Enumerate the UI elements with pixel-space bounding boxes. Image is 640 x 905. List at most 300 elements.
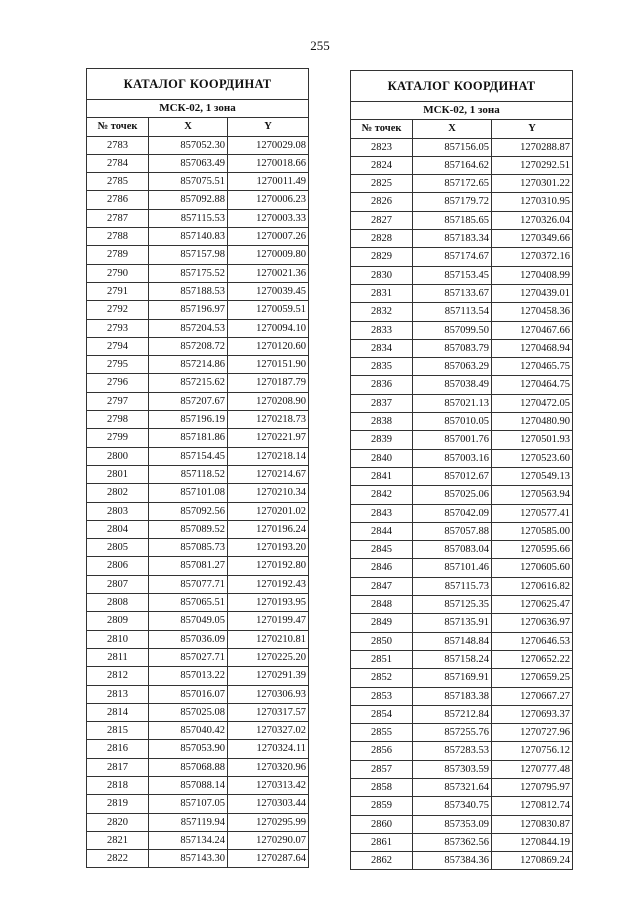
- x-coordinate-cell: 857092.56: [149, 502, 228, 520]
- point-number-cell: 2837: [351, 394, 413, 412]
- point-number-cell: 2857: [351, 760, 413, 778]
- point-number-cell: 2836: [351, 376, 413, 394]
- y-coordinate-cell: 1270199.47: [228, 612, 309, 630]
- x-coordinate-cell: 857283.53: [413, 742, 492, 760]
- point-number-cell: 2784: [87, 154, 149, 172]
- x-coordinate-cell: 857125.35: [413, 596, 492, 614]
- x-coordinate-cell: 857158.24: [413, 650, 492, 668]
- y-coordinate-cell: 1270659.25: [492, 669, 573, 687]
- table-row: [351, 614, 573, 632]
- x-coordinate-cell: 857156.05: [413, 138, 492, 156]
- y-coordinate-cell: 1270439.01: [492, 284, 573, 302]
- table-row: [87, 685, 309, 703]
- x-coordinate-cell: 857107.05: [149, 795, 228, 813]
- point-number-cell: 2803: [87, 502, 149, 520]
- table-row: [351, 467, 573, 485]
- y-coordinate-cell: 1270295.99: [228, 813, 309, 831]
- x-coordinate-cell: 857188.53: [149, 282, 228, 300]
- y-coordinate-cell: 1270301.22: [492, 175, 573, 193]
- table-row: [351, 193, 573, 211]
- point-number-cell: 2799: [87, 429, 149, 447]
- x-coordinate-cell: 857362.56: [413, 833, 492, 851]
- x-coordinate-cell: 857092.88: [149, 191, 228, 209]
- point-number-cell: 2839: [351, 431, 413, 449]
- y-coordinate-cell: 1270830.87: [492, 815, 573, 833]
- point-number-cell: 2842: [351, 486, 413, 504]
- y-coordinate-cell: 1270844.19: [492, 833, 573, 851]
- x-coordinate-cell: 857384.36: [413, 852, 492, 870]
- x-coordinate-cell: 857049.05: [149, 612, 228, 630]
- point-number-cell: 2788: [87, 228, 149, 246]
- x-coordinate-cell: 857181.86: [149, 429, 228, 447]
- point-number-cell: 2835: [351, 358, 413, 376]
- point-number-cell: 2817: [87, 758, 149, 776]
- table-row: [87, 539, 309, 557]
- y-coordinate-cell: 1270595.66: [492, 541, 573, 559]
- x-coordinate-cell: 857212.84: [413, 705, 492, 723]
- point-number-cell: 2804: [87, 520, 149, 538]
- table-row: [351, 632, 573, 650]
- x-coordinate-cell: 857027.71: [149, 648, 228, 666]
- y-coordinate-cell: 1270467.66: [492, 321, 573, 339]
- y-coordinate-cell: 1270192.80: [228, 557, 309, 575]
- point-number-cell: 2801: [87, 465, 149, 483]
- point-number-cell: 2809: [87, 612, 149, 630]
- x-coordinate-cell: 857001.76: [413, 431, 492, 449]
- y-coordinate-cell: 1270011.49: [228, 173, 309, 191]
- point-number-cell: 2796: [87, 374, 149, 392]
- table-row: [351, 303, 573, 321]
- point-number-cell: 2828: [351, 230, 413, 248]
- table-row: [351, 541, 573, 559]
- table-row: [87, 722, 309, 740]
- point-number-cell: 2824: [351, 156, 413, 174]
- table-row: [351, 815, 573, 833]
- point-number-cell: 2816: [87, 740, 149, 758]
- point-number-cell: 2853: [351, 687, 413, 705]
- y-coordinate-cell: 1270777.48: [492, 760, 573, 778]
- column-header-point-number: № точек: [351, 120, 413, 138]
- table-row: [87, 667, 309, 685]
- table-row: [87, 648, 309, 666]
- x-coordinate-cell: 857196.97: [149, 301, 228, 319]
- point-number-cell: 2819: [87, 795, 149, 813]
- point-number-cell: 2838: [351, 413, 413, 431]
- x-coordinate-cell: 857101.08: [149, 484, 228, 502]
- y-coordinate-cell: 1270372.16: [492, 248, 573, 266]
- y-coordinate-cell: 1270349.66: [492, 230, 573, 248]
- x-coordinate-cell: 857057.88: [413, 522, 492, 540]
- x-coordinate-cell: 857214.86: [149, 356, 228, 374]
- point-number-cell: 2854: [351, 705, 413, 723]
- point-number-cell: 2806: [87, 557, 149, 575]
- x-coordinate-cell: 857068.88: [149, 758, 228, 776]
- table-row: [351, 559, 573, 577]
- table-row: [351, 449, 573, 467]
- x-coordinate-cell: 857154.45: [149, 447, 228, 465]
- column-header-x: X: [413, 120, 492, 138]
- point-number-cell: 2812: [87, 667, 149, 685]
- point-number-cell: 2840: [351, 449, 413, 467]
- catalog-title: КАТАЛОГ КООРДИНАТ: [87, 69, 309, 100]
- point-number-cell: 2808: [87, 594, 149, 612]
- x-coordinate-cell: 857140.83: [149, 228, 228, 246]
- x-coordinate-cell: 857025.06: [413, 486, 492, 504]
- y-coordinate-cell: 1270605.60: [492, 559, 573, 577]
- point-number-cell: 2794: [87, 337, 149, 355]
- point-number-cell: 2823: [351, 138, 413, 156]
- table-row: [87, 301, 309, 319]
- y-coordinate-cell: 1270059.51: [228, 301, 309, 319]
- table-row: [351, 760, 573, 778]
- y-coordinate-cell: 1270306.93: [228, 685, 309, 703]
- point-number-cell: 2807: [87, 575, 149, 593]
- table-row: [87, 264, 309, 282]
- point-number-cell: 2825: [351, 175, 413, 193]
- x-coordinate-cell: 857183.38: [413, 687, 492, 705]
- y-coordinate-cell: 1270667.27: [492, 687, 573, 705]
- point-number-cell: 2810: [87, 630, 149, 648]
- y-coordinate-cell: 1270039.45: [228, 282, 309, 300]
- coordinate-catalog-right: [350, 70, 573, 870]
- table-row: [351, 138, 573, 156]
- y-coordinate-cell: 1270288.87: [492, 138, 573, 156]
- point-number-cell: 2789: [87, 246, 149, 264]
- point-number-cell: 2785: [87, 173, 149, 191]
- x-coordinate-cell: 857143.30: [149, 850, 228, 868]
- x-coordinate-cell: 857134.24: [149, 831, 228, 849]
- x-coordinate-cell: 857321.64: [413, 778, 492, 796]
- y-coordinate-cell: 1270727.96: [492, 724, 573, 742]
- table-row: [87, 831, 309, 849]
- y-coordinate-cell: 1270187.79: [228, 374, 309, 392]
- x-coordinate-cell: 857353.09: [413, 815, 492, 833]
- point-number-cell: 2841: [351, 467, 413, 485]
- table-row: [87, 337, 309, 355]
- x-coordinate-cell: 857010.05: [413, 413, 492, 431]
- y-coordinate-cell: 1270021.36: [228, 264, 309, 282]
- table-row: [351, 705, 573, 723]
- x-coordinate-cell: 857040.42: [149, 722, 228, 740]
- x-coordinate-cell: 857013.22: [149, 667, 228, 685]
- y-coordinate-cell: 1270646.53: [492, 632, 573, 650]
- point-number-cell: 2795: [87, 356, 149, 374]
- table-row: [87, 374, 309, 392]
- table-row: [87, 209, 309, 227]
- x-coordinate-cell: 857133.67: [413, 284, 492, 302]
- table-row: [351, 504, 573, 522]
- table-row: [87, 520, 309, 538]
- y-coordinate-cell: 1270652.22: [492, 650, 573, 668]
- y-coordinate-cell: 1270029.08: [228, 136, 309, 154]
- table-row: [87, 465, 309, 483]
- y-coordinate-cell: 1270320.96: [228, 758, 309, 776]
- point-number-cell: 2783: [87, 136, 149, 154]
- x-coordinate-cell: 857208.72: [149, 337, 228, 355]
- table-row: [351, 248, 573, 266]
- point-number-cell: 2849: [351, 614, 413, 632]
- table-row: [351, 669, 573, 687]
- y-coordinate-cell: 1270210.34: [228, 484, 309, 502]
- table-row: [87, 429, 309, 447]
- table-row: [87, 484, 309, 502]
- point-number-cell: 2832: [351, 303, 413, 321]
- y-coordinate-cell: 1270313.42: [228, 776, 309, 794]
- table-row: [87, 594, 309, 612]
- x-coordinate-cell: 857063.49: [149, 154, 228, 172]
- table-row: [87, 557, 309, 575]
- y-coordinate-cell: 1270317.57: [228, 703, 309, 721]
- y-coordinate-cell: 1270007.26: [228, 228, 309, 246]
- y-coordinate-cell: 1270210.81: [228, 630, 309, 648]
- x-coordinate-cell: 857175.52: [149, 264, 228, 282]
- x-coordinate-cell: 857204.53: [149, 319, 228, 337]
- x-coordinate-cell: 857118.52: [149, 465, 228, 483]
- point-number-cell: 2797: [87, 392, 149, 410]
- table-row: [351, 230, 573, 248]
- x-coordinate-cell: 857183.34: [413, 230, 492, 248]
- table-row: [351, 284, 573, 302]
- point-number-cell: 2859: [351, 797, 413, 815]
- x-coordinate-cell: 857081.27: [149, 557, 228, 575]
- column-header-y: Y: [492, 120, 573, 138]
- x-coordinate-cell: 857115.53: [149, 209, 228, 227]
- x-coordinate-cell: 857185.65: [413, 211, 492, 229]
- point-number-cell: 2847: [351, 577, 413, 595]
- y-coordinate-cell: 1270006.23: [228, 191, 309, 209]
- table-row: [87, 447, 309, 465]
- table-row: [87, 612, 309, 630]
- table-row: [351, 175, 573, 193]
- point-number-cell: 2814: [87, 703, 149, 721]
- table-row: [351, 852, 573, 870]
- table-row: [351, 724, 573, 742]
- table-row: [87, 191, 309, 209]
- x-coordinate-cell: 857036.09: [149, 630, 228, 648]
- y-coordinate-cell: 1270193.20: [228, 539, 309, 557]
- table-row: [87, 630, 309, 648]
- y-coordinate-cell: 1270009.80: [228, 246, 309, 264]
- x-coordinate-cell: 857042.09: [413, 504, 492, 522]
- x-coordinate-cell: 857113.54: [413, 303, 492, 321]
- x-coordinate-cell: 857101.46: [413, 559, 492, 577]
- table-row: [87, 703, 309, 721]
- y-coordinate-cell: 1270003.33: [228, 209, 309, 227]
- table-row: [351, 522, 573, 540]
- x-coordinate-cell: 857012.67: [413, 467, 492, 485]
- x-coordinate-cell: 857052.30: [149, 136, 228, 154]
- point-number-cell: 2793: [87, 319, 149, 337]
- y-coordinate-cell: 1270585.00: [492, 522, 573, 540]
- table-row: [87, 356, 309, 374]
- y-coordinate-cell: 1270468.94: [492, 339, 573, 357]
- x-coordinate-cell: 857016.07: [149, 685, 228, 703]
- y-coordinate-cell: 1270094.10: [228, 319, 309, 337]
- y-coordinate-cell: 1270310.95: [492, 193, 573, 211]
- x-coordinate-cell: 857089.52: [149, 520, 228, 538]
- y-coordinate-cell: 1270214.67: [228, 465, 309, 483]
- point-number-cell: 2848: [351, 596, 413, 614]
- point-number-cell: 2802: [87, 484, 149, 502]
- table-row: [351, 156, 573, 174]
- y-coordinate-cell: 1270192.43: [228, 575, 309, 593]
- y-coordinate-cell: 1270563.94: [492, 486, 573, 504]
- x-coordinate-cell: 857115.73: [413, 577, 492, 595]
- x-coordinate-cell: 857196.19: [149, 411, 228, 429]
- table-row: [351, 833, 573, 851]
- y-coordinate-cell: 1270327.02: [228, 722, 309, 740]
- table-row: [351, 778, 573, 796]
- point-number-cell: 2787: [87, 209, 149, 227]
- y-coordinate-cell: 1270221.97: [228, 429, 309, 447]
- table-row: [351, 577, 573, 595]
- y-coordinate-cell: 1270523.60: [492, 449, 573, 467]
- y-coordinate-cell: 1270472.05: [492, 394, 573, 412]
- point-number-cell: 2858: [351, 778, 413, 796]
- x-coordinate-cell: 857153.45: [413, 266, 492, 284]
- point-number-cell: 2805: [87, 539, 149, 557]
- point-number-cell: 2830: [351, 266, 413, 284]
- x-coordinate-cell: 857172.65: [413, 175, 492, 193]
- table-row: [87, 154, 309, 172]
- table-row: [351, 376, 573, 394]
- point-number-cell: 2792: [87, 301, 149, 319]
- table-row: [351, 742, 573, 760]
- y-coordinate-cell: 1270292.51: [492, 156, 573, 174]
- table-row: [87, 813, 309, 831]
- y-coordinate-cell: 1270501.93: [492, 431, 573, 449]
- y-coordinate-cell: 1270324.11: [228, 740, 309, 758]
- x-coordinate-cell: 857303.59: [413, 760, 492, 778]
- point-number-cell: 2846: [351, 559, 413, 577]
- table-row: [351, 413, 573, 431]
- table-row: [87, 282, 309, 300]
- y-coordinate-cell: 1270458.36: [492, 303, 573, 321]
- y-coordinate-cell: 1270465.75: [492, 358, 573, 376]
- table-row: [87, 795, 309, 813]
- x-coordinate-cell: 857255.76: [413, 724, 492, 742]
- table-row: [87, 740, 309, 758]
- point-number-cell: 2813: [87, 685, 149, 703]
- point-number-cell: 2834: [351, 339, 413, 357]
- y-coordinate-cell: 1270636.97: [492, 614, 573, 632]
- x-coordinate-cell: 857003.16: [413, 449, 492, 467]
- x-coordinate-cell: 857099.50: [413, 321, 492, 339]
- y-coordinate-cell: 1270218.73: [228, 411, 309, 429]
- y-coordinate-cell: 1270812.74: [492, 797, 573, 815]
- table-row: [87, 136, 309, 154]
- y-coordinate-cell: 1270756.12: [492, 742, 573, 760]
- point-number-cell: 2852: [351, 669, 413, 687]
- point-number-cell: 2861: [351, 833, 413, 851]
- y-coordinate-cell: 1270291.39: [228, 667, 309, 685]
- y-coordinate-cell: 1270625.47: [492, 596, 573, 614]
- column-header-y: Y: [228, 118, 309, 136]
- x-coordinate-cell: 857075.51: [149, 173, 228, 191]
- catalog-rows: [87, 136, 309, 868]
- y-coordinate-cell: 1270151.90: [228, 356, 309, 374]
- x-coordinate-cell: 857025.08: [149, 703, 228, 721]
- point-number-cell: 2786: [87, 191, 149, 209]
- table-row: [351, 358, 573, 376]
- y-coordinate-cell: 1270290.07: [228, 831, 309, 849]
- point-number-cell: 2862: [351, 852, 413, 870]
- y-coordinate-cell: 1270326.04: [492, 211, 573, 229]
- y-coordinate-cell: 1270208.90: [228, 392, 309, 410]
- coordinate-catalog-left: [86, 68, 309, 868]
- y-coordinate-cell: 1270287.64: [228, 850, 309, 868]
- column-header-point-number: № точек: [87, 118, 149, 136]
- y-coordinate-cell: 1270869.24: [492, 852, 573, 870]
- table-row: [87, 228, 309, 246]
- table-row: [351, 394, 573, 412]
- table-row: [351, 797, 573, 815]
- table-row: [351, 211, 573, 229]
- table-row: [351, 431, 573, 449]
- x-coordinate-cell: 857340.75: [413, 797, 492, 815]
- y-coordinate-cell: 1270795.97: [492, 778, 573, 796]
- y-coordinate-cell: 1270693.37: [492, 705, 573, 723]
- catalog-zone: МСК-02, 1 зона: [87, 100, 309, 118]
- point-number-cell: 2856: [351, 742, 413, 760]
- table-row: [351, 266, 573, 284]
- y-coordinate-cell: 1270549.13: [492, 467, 573, 485]
- y-coordinate-cell: 1270616.82: [492, 577, 573, 595]
- point-number-cell: 2821: [87, 831, 149, 849]
- point-number-cell: 2829: [351, 248, 413, 266]
- x-coordinate-cell: 857179.72: [413, 193, 492, 211]
- x-coordinate-cell: 857157.98: [149, 246, 228, 264]
- x-coordinate-cell: 857065.51: [149, 594, 228, 612]
- x-coordinate-cell: 857083.04: [413, 541, 492, 559]
- point-number-cell: 2831: [351, 284, 413, 302]
- table-row: [87, 575, 309, 593]
- point-number-cell: 2815: [87, 722, 149, 740]
- table-row: [87, 319, 309, 337]
- point-number-cell: 2811: [87, 648, 149, 666]
- point-number-cell: 2822: [87, 850, 149, 868]
- x-coordinate-cell: 857021.13: [413, 394, 492, 412]
- y-coordinate-cell: 1270577.41: [492, 504, 573, 522]
- point-number-cell: 2850: [351, 632, 413, 650]
- x-coordinate-cell: 857119.94: [149, 813, 228, 831]
- point-number-cell: 2791: [87, 282, 149, 300]
- x-coordinate-cell: 857088.14: [149, 776, 228, 794]
- x-coordinate-cell: 857215.62: [149, 374, 228, 392]
- point-number-cell: 2820: [87, 813, 149, 831]
- x-coordinate-cell: 857174.67: [413, 248, 492, 266]
- y-coordinate-cell: 1270201.02: [228, 502, 309, 520]
- point-number-cell: 2790: [87, 264, 149, 282]
- x-coordinate-cell: 857038.49: [413, 376, 492, 394]
- point-number-cell: 2851: [351, 650, 413, 668]
- catalog-rows: [351, 138, 573, 870]
- table-row: [87, 850, 309, 868]
- table-row: [351, 321, 573, 339]
- x-coordinate-cell: 857077.71: [149, 575, 228, 593]
- column-header-x: X: [149, 118, 228, 136]
- page-number: 255: [310, 38, 330, 53]
- table-row: [351, 486, 573, 504]
- y-coordinate-cell: 1270193.95: [228, 594, 309, 612]
- x-coordinate-cell: 857207.67: [149, 392, 228, 410]
- x-coordinate-cell: 857169.91: [413, 669, 492, 687]
- y-coordinate-cell: 1270196.24: [228, 520, 309, 538]
- point-number-cell: 2843: [351, 504, 413, 522]
- point-number-cell: 2860: [351, 815, 413, 833]
- table-row: [351, 339, 573, 357]
- table-row: [87, 411, 309, 429]
